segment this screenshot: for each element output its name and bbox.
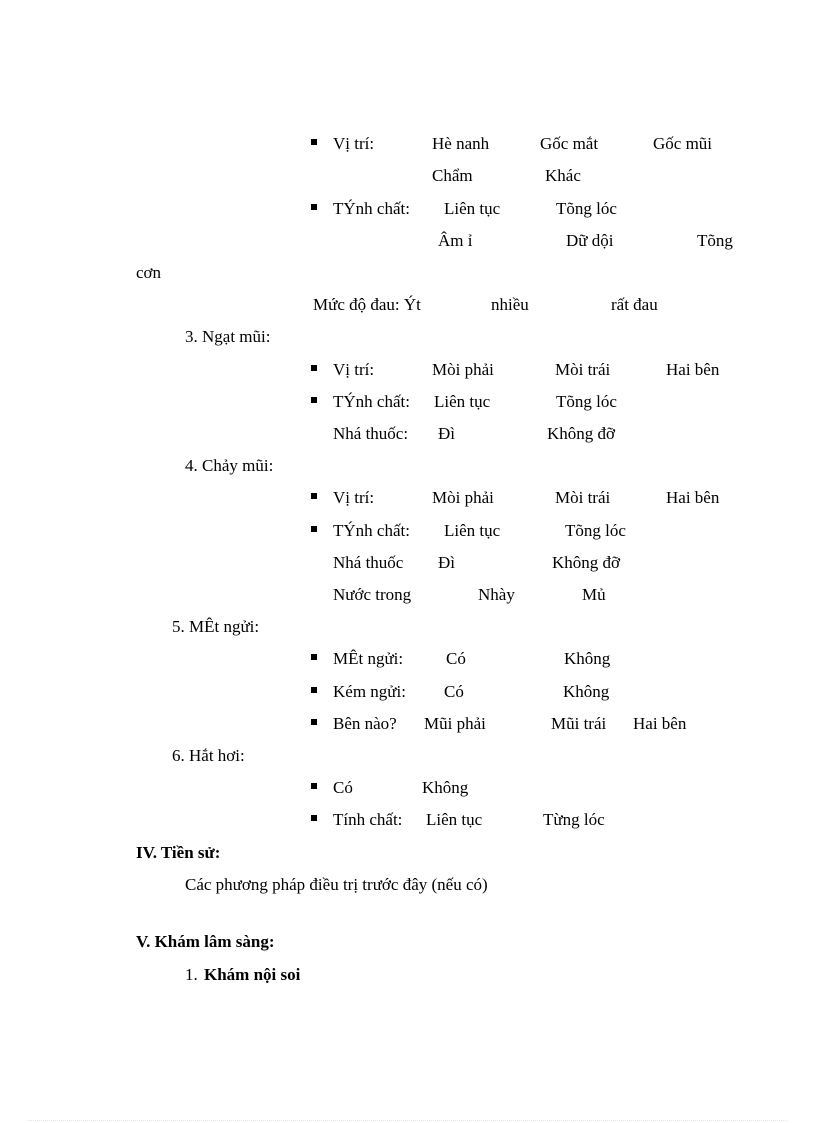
option-nhieu[interactable]: nhiều xyxy=(491,295,529,314)
chay-mui-medication-label: Nhá thuốc xyxy=(333,553,404,572)
chay-mui-character-label: TÝnh chất: xyxy=(333,521,410,540)
option-khong[interactable]: Không xyxy=(564,649,611,668)
option-tong-con-continuation: cơn xyxy=(136,263,162,282)
option-mui-phai[interactable]: Mũi phải xyxy=(424,714,486,733)
section-heading-hat-hoi: 6. Hắt hơi: xyxy=(172,746,245,765)
option-du-doi[interactable]: Dữ dội xyxy=(566,231,614,250)
option-am-i[interactable]: Âm ỉ xyxy=(438,231,473,250)
option-khong[interactable]: Không xyxy=(563,682,610,701)
option-lien-tuc[interactable]: Liên tục xyxy=(434,392,491,411)
ben-nao-label: Bên nào? xyxy=(333,714,397,733)
option-hai-ben[interactable]: Hai bên xyxy=(666,360,720,379)
option-hai-ben[interactable]: Hai bên xyxy=(633,714,687,733)
option-tung-loc[interactable]: Từng lóc xyxy=(543,810,605,829)
hat-hoi-character-label: Tính chất: xyxy=(333,810,403,829)
bullet-icon xyxy=(311,654,317,660)
option-co[interactable]: Có xyxy=(333,778,353,797)
option-he-nanh[interactable]: Hè nanh xyxy=(432,134,490,153)
bullet-icon xyxy=(311,815,317,821)
option-moi-phai[interactable]: Mòi phải xyxy=(432,488,494,507)
option-khac[interactable]: Khác xyxy=(545,166,581,185)
bullet-icon xyxy=(311,204,317,210)
ngat-mui-character-label: TÝnh chất: xyxy=(333,392,410,411)
bullet-icon xyxy=(311,139,317,145)
option-tong-loc[interactable]: Tõng lóc xyxy=(565,521,626,540)
option-mu[interactable]: Mủ xyxy=(582,585,606,604)
option-khong-do[interactable]: Không đỡ xyxy=(552,553,621,572)
section-heading-tien-su: IV. Tiền sử: xyxy=(136,843,221,862)
option-do[interactable]: Đì xyxy=(438,553,455,572)
pain-location-label: Vị trí: xyxy=(333,134,375,153)
exam-item-title: Khám nội soi xyxy=(204,965,301,984)
option-moi-phai[interactable]: Mòi phải xyxy=(432,360,494,379)
ngat-mui-location-label: Vị trí: xyxy=(333,360,375,379)
section-heading-kham-lam-sang: V. Khám lâm sàng: xyxy=(136,932,275,951)
pain-character-label: TÝnh chất: xyxy=(333,199,410,218)
exam-item-number: 1. xyxy=(185,965,198,984)
option-lien-tuc[interactable]: Liên tục xyxy=(444,199,501,218)
section-heading-mat-ngui: 5. MÊt ngửi: xyxy=(172,617,260,636)
kem-ngui-label: Kém ngửi: xyxy=(333,682,406,701)
bullet-icon xyxy=(311,719,317,725)
bullet-icon xyxy=(311,687,317,693)
mat-ngui-label: MÊt ngửi: xyxy=(333,649,404,668)
option-moi-trai[interactable]: Mòi trái xyxy=(555,360,611,379)
option-hai-ben[interactable]: Hai bên xyxy=(666,488,720,507)
bullet-icon xyxy=(311,365,317,371)
option-rat-dau[interactable]: rất đau xyxy=(611,295,658,314)
option-co[interactable]: Có xyxy=(444,682,464,701)
page-bottom-divider xyxy=(28,1120,788,1121)
option-mui-trai[interactable]: Mũi trái xyxy=(551,714,607,733)
option-moi-trai[interactable]: Mòi trái xyxy=(555,488,611,507)
pain-level-label[interactable]: Mức độ đau: Ýt xyxy=(313,295,421,314)
option-goc-mat[interactable]: Gốc mắt xyxy=(540,134,599,153)
section-heading-chay-mui: 4. Chảy mũi: xyxy=(185,456,274,475)
ngat-mui-medication-label: Nhá thuốc: xyxy=(333,424,409,443)
bullet-icon xyxy=(311,397,317,403)
section-heading-ngat-mui: 3. Ngạt mũi: xyxy=(185,327,271,346)
chay-mui-location-label: Vị trí: xyxy=(333,488,375,507)
option-co[interactable]: Có xyxy=(446,649,466,668)
option-tong-loc[interactable]: Tõng lóc xyxy=(556,199,617,218)
bullet-icon xyxy=(311,783,317,789)
bullet-icon xyxy=(311,526,317,532)
option-nuoc-trong[interactable]: Nước trong xyxy=(333,585,412,604)
option-cham[interactable]: Chẩm xyxy=(432,166,473,185)
history-text: Các phương pháp điều trị trước đây (nếu có) xyxy=(185,875,488,894)
option-lien-tuc[interactable]: Liên tục xyxy=(444,521,501,540)
option-tong-con[interactable]: Tõng xyxy=(697,231,733,250)
bullet-icon xyxy=(311,493,317,499)
option-goc-mui[interactable]: Gốc mũi xyxy=(653,134,713,153)
option-lien-tuc[interactable]: Liên tục xyxy=(426,810,483,829)
option-khong-do[interactable]: Không đỡ xyxy=(547,424,616,443)
option-tong-loc[interactable]: Tõng lóc xyxy=(556,392,617,411)
option-nhay[interactable]: Nhày xyxy=(478,585,515,604)
option-khong[interactable]: Không xyxy=(422,778,469,797)
option-do[interactable]: Đì xyxy=(438,424,455,443)
